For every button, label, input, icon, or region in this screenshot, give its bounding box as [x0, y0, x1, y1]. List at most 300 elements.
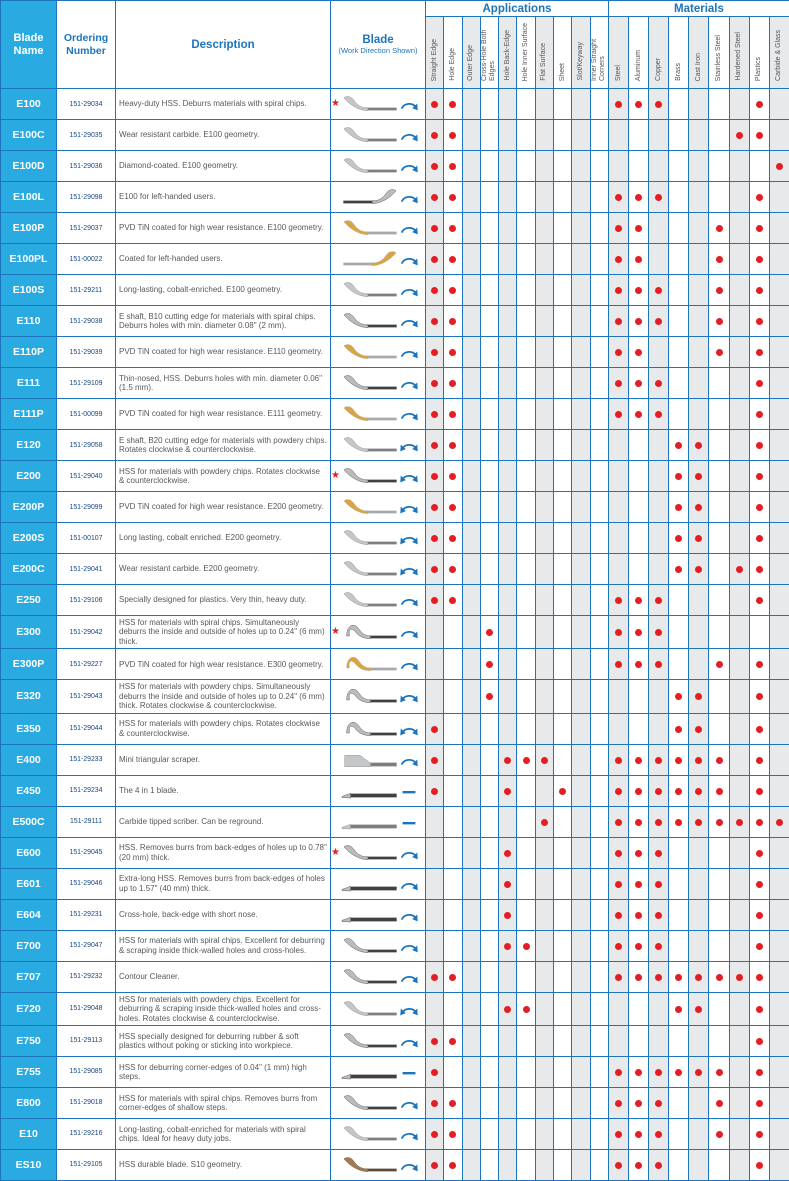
- blade-image: [340, 527, 400, 549]
- blade-name-cell: E755: [1, 1056, 57, 1087]
- material-cell: [769, 151, 789, 182]
- material-cell: [749, 868, 769, 899]
- col-header-blade: [331, 1, 426, 89]
- material-cell: [769, 1087, 789, 1118]
- suitability-dot: [736, 132, 743, 139]
- description-cell: HSS for deburring corner-edges of 0.04" (1 mm) high steps.: [116, 1056, 331, 1087]
- suitability-dot: [449, 411, 456, 418]
- application-cell: [535, 1118, 553, 1149]
- material-cell: [709, 213, 729, 244]
- suitability-dot: [675, 974, 682, 981]
- material-cell: [729, 492, 749, 523]
- application-cell: [499, 868, 517, 899]
- material-cell: [729, 680, 749, 713]
- application-cell: [554, 992, 572, 1025]
- material-cell: [689, 1149, 709, 1180]
- application-cell: [462, 430, 480, 461]
- suitability-dot: [449, 473, 456, 480]
- application-cell: [554, 275, 572, 306]
- suitability-dot: [655, 881, 662, 888]
- application-cell: [517, 368, 535, 399]
- material-column-header: [649, 17, 669, 89]
- blade-image: [340, 403, 400, 425]
- material-cell: [729, 182, 749, 213]
- blade-image-cell: [331, 806, 426, 837]
- suitability-dot: [449, 566, 456, 573]
- suitability-dot: [431, 1100, 438, 1107]
- material-cell: [669, 492, 689, 523]
- suitability-dot: [675, 757, 682, 764]
- material-cell: [669, 868, 689, 899]
- suitability-dot: [523, 943, 530, 950]
- description-cell: Long lasting, cobalt enriched. E200 geometry.: [116, 523, 331, 554]
- material-column-header: [709, 17, 729, 89]
- application-cell: [499, 368, 517, 399]
- application-cell: [480, 151, 498, 182]
- material-cell: [749, 120, 769, 151]
- material-cell: [749, 961, 769, 992]
- blade-image-cell: [331, 868, 426, 899]
- material-cell: [729, 899, 749, 930]
- application-cell: [426, 837, 444, 868]
- suitability-dot: [695, 757, 702, 764]
- material-cell: [709, 399, 729, 430]
- suitability-dot: [635, 1100, 642, 1107]
- description-cell: Long-lasting, cobalt-enriched. E100 geometry.: [116, 275, 331, 306]
- application-cell: [499, 1118, 517, 1149]
- material-cell: [629, 151, 649, 182]
- application-cell: [499, 182, 517, 213]
- application-cell: [535, 806, 553, 837]
- application-cell: [499, 585, 517, 616]
- table-row: [1, 868, 789, 899]
- application-cell: [499, 523, 517, 554]
- material-cell: [669, 1025, 689, 1056]
- material-cell: [709, 930, 729, 961]
- application-cell: [590, 837, 608, 868]
- application-cell: [426, 523, 444, 554]
- suitability-dot: [504, 788, 511, 795]
- application-cell: [535, 244, 553, 275]
- material-cell: [729, 930, 749, 961]
- application-cell: [535, 868, 553, 899]
- ordering-number-cell: 151-00107: [57, 523, 116, 554]
- application-cell: [499, 961, 517, 992]
- material-cell: [769, 616, 789, 649]
- suitability-dot: [655, 819, 662, 826]
- table-row: [1, 89, 789, 120]
- application-cell: [499, 306, 517, 337]
- suitability-dot: [635, 287, 642, 294]
- blade-image: [340, 93, 400, 115]
- application-cell: [535, 430, 553, 461]
- material-cell: [729, 1118, 749, 1149]
- application-cell: [462, 775, 480, 806]
- application-cell: [462, 899, 480, 930]
- description-cell: Mini triangular scraper.: [116, 744, 331, 775]
- application-cell: [554, 930, 572, 961]
- description-cell: PVD TiN coated for high wear resistance. E110 geometry.: [116, 337, 331, 368]
- material-cell: [709, 680, 729, 713]
- new-star-icon: ★: [331, 848, 340, 858]
- table-row: [1, 585, 789, 616]
- material-cell: [649, 523, 669, 554]
- material-cell: [649, 899, 669, 930]
- suitability-dot: [756, 225, 763, 232]
- material-cell: [649, 399, 669, 430]
- suitability-dot: [431, 318, 438, 325]
- application-cell: [480, 337, 498, 368]
- blade-name-cell: E100D: [1, 151, 57, 182]
- table-row: [1, 806, 789, 837]
- application-column-label: Hole Inner Surface: [522, 23, 530, 81]
- blade-image-cell: [331, 744, 426, 775]
- application-cell: [426, 1149, 444, 1180]
- description-cell: HSS. Removes burrs from back-edges of holes up to 0.78" (20 mm) thick.: [116, 837, 331, 868]
- application-cell: [499, 430, 517, 461]
- application-cell: [499, 337, 517, 368]
- suitability-dot: [695, 693, 702, 700]
- application-cell: [480, 1149, 498, 1180]
- table-row: [1, 1056, 789, 1087]
- suitability-dot: [615, 881, 622, 888]
- material-cell: [709, 1087, 729, 1118]
- suitability-dot: [615, 287, 622, 294]
- suitability-dot: [615, 850, 622, 857]
- suitability-dot: [431, 442, 438, 449]
- application-cell: [590, 1149, 608, 1180]
- material-cell: [669, 1087, 689, 1118]
- blade-name-cell: E200: [1, 461, 57, 492]
- application-cell: [535, 151, 553, 182]
- col-header-description: Description: [116, 1, 331, 89]
- application-cell: [572, 868, 590, 899]
- material-cell: [608, 1087, 628, 1118]
- suitability-dot: [635, 757, 642, 764]
- material-cell: [769, 1025, 789, 1056]
- application-cell: [572, 775, 590, 806]
- application-cell: [590, 182, 608, 213]
- application-cell: [590, 868, 608, 899]
- application-cell: [462, 806, 480, 837]
- material-cell: [629, 461, 649, 492]
- application-cell: [572, 306, 590, 337]
- material-cell: [709, 616, 729, 649]
- suitability-dot: [716, 287, 723, 294]
- suitability-dot: [615, 912, 622, 919]
- application-cell: [517, 337, 535, 368]
- suitability-dot: [635, 629, 642, 636]
- application-cell: [480, 244, 498, 275]
- application-cell: [462, 306, 480, 337]
- blade-image-cell: [331, 899, 426, 930]
- application-cell: [480, 430, 498, 461]
- application-cell: [499, 713, 517, 744]
- suitability-dot: [756, 194, 763, 201]
- application-cell: [426, 899, 444, 930]
- blade-name-cell: E320: [1, 680, 57, 713]
- material-cell: [729, 775, 749, 806]
- suitability-dot: [431, 504, 438, 511]
- application-cell: [480, 961, 498, 992]
- suitability-dot: [431, 1069, 438, 1076]
- material-cell: [689, 837, 709, 868]
- material-cell: [608, 120, 628, 151]
- application-cell: [590, 492, 608, 523]
- application-cell: [554, 1087, 572, 1118]
- blade-name-cell: E200C: [1, 554, 57, 585]
- description-cell: The 4 in 1 blade.: [116, 775, 331, 806]
- material-cell: [709, 649, 729, 680]
- application-cell: [499, 899, 517, 930]
- description-cell: PVD TiN coated for high wear resistance. E200 geometry.: [116, 492, 331, 523]
- application-cell: [444, 120, 462, 151]
- application-cell: [444, 868, 462, 899]
- material-cell: [629, 492, 649, 523]
- application-cell: [480, 554, 498, 585]
- material-cell: [669, 368, 689, 399]
- material-cell: [649, 275, 669, 306]
- table-row: [1, 1149, 789, 1180]
- suitability-dot: [675, 1069, 682, 1076]
- application-cell: [517, 182, 535, 213]
- work-direction-arrow-icon: [398, 876, 420, 892]
- material-cell: [689, 275, 709, 306]
- suitability-dot: [486, 693, 493, 700]
- suitability-dot: [756, 974, 763, 981]
- suitability-dot: [756, 757, 763, 764]
- material-cell: [729, 399, 749, 430]
- material-cell: [709, 368, 729, 399]
- material-cell: [669, 399, 689, 430]
- application-cell: [444, 492, 462, 523]
- material-cell: [729, 213, 749, 244]
- material-cell: [689, 430, 709, 461]
- application-cell: [426, 120, 444, 151]
- work-direction-arrow-icon: [398, 251, 420, 267]
- material-cell: [709, 1056, 729, 1087]
- material-cell: [608, 1149, 628, 1180]
- suitability-dot: [449, 535, 456, 542]
- blade-image: [340, 155, 400, 177]
- material-cell: [689, 775, 709, 806]
- material-cell: [769, 1118, 789, 1149]
- suitability-dot: [504, 912, 511, 919]
- application-column-label: Cross-Hole Both Edges: [481, 17, 497, 81]
- suitability-dot: [736, 566, 743, 573]
- suitability-dot: [716, 1131, 723, 1138]
- application-cell: [480, 899, 498, 930]
- work-direction-arrow-icon: [398, 969, 420, 985]
- application-cell: [572, 213, 590, 244]
- material-cell: [629, 961, 649, 992]
- blade-image: [340, 465, 400, 487]
- suitability-dot: [615, 318, 622, 325]
- application-cell: [517, 492, 535, 523]
- material-cell: [629, 1025, 649, 1056]
- material-cell: [649, 244, 669, 275]
- suitability-dot: [756, 1162, 763, 1169]
- suitability-dot: [635, 194, 642, 201]
- blade-image: [340, 780, 400, 802]
- suitability-dot: [655, 194, 662, 201]
- suitability-dot: [431, 535, 438, 542]
- suitability-dot: [615, 194, 622, 201]
- suitability-dot: [756, 349, 763, 356]
- application-cell: [444, 554, 462, 585]
- blade-image-cell: [331, 306, 426, 337]
- table-row: [1, 399, 789, 430]
- blade-name-cell: E110P: [1, 337, 57, 368]
- blade-image-cell: [331, 461, 426, 492]
- application-cell: [572, 461, 590, 492]
- ordering-number-cell: 151-29234: [57, 775, 116, 806]
- work-direction-arrow-icon: [398, 1157, 420, 1173]
- application-cell: [554, 368, 572, 399]
- description-cell: E100 for left-handed users.: [116, 182, 331, 213]
- application-cell: [426, 744, 444, 775]
- material-cell: [608, 182, 628, 213]
- suitability-dot: [695, 819, 702, 826]
- material-cell: [669, 992, 689, 1025]
- material-cell: [608, 554, 628, 585]
- application-cell: [535, 837, 553, 868]
- suitability-dot: [716, 661, 723, 668]
- application-cell: [499, 120, 517, 151]
- application-cell: [462, 680, 480, 713]
- ordering-number-cell: 151-29109: [57, 368, 116, 399]
- material-cell: [649, 649, 669, 680]
- material-cell: [729, 120, 749, 151]
- material-cell: [689, 244, 709, 275]
- material-cell: [608, 430, 628, 461]
- application-cell: [517, 585, 535, 616]
- group-header-materials: Materials: [608, 1, 789, 17]
- application-cell: [590, 89, 608, 120]
- material-cell: [689, 744, 709, 775]
- material-cell: [689, 120, 709, 151]
- suitability-dot: [559, 788, 566, 795]
- suitability-dot: [675, 535, 682, 542]
- application-cell: [554, 806, 572, 837]
- suitability-dot: [635, 850, 642, 857]
- material-cell: [729, 992, 749, 1025]
- material-cell: [629, 806, 649, 837]
- application-cell: [572, 399, 590, 430]
- application-cell: [462, 275, 480, 306]
- suitability-dot: [431, 287, 438, 294]
- ordering-number-cell: 151-29233: [57, 744, 116, 775]
- application-cell: [535, 992, 553, 1025]
- application-cell: [499, 275, 517, 306]
- suitability-dot: [756, 380, 763, 387]
- material-column-header: [629, 17, 649, 89]
- application-cell: [590, 806, 608, 837]
- straight-direction-dash-icon: [398, 783, 420, 799]
- suitability-dot: [449, 597, 456, 604]
- work-direction-arrow-icon: [398, 1095, 420, 1111]
- material-cell: [729, 430, 749, 461]
- application-cell: [480, 837, 498, 868]
- material-cell: [749, 899, 769, 930]
- material-cell: [769, 775, 789, 806]
- application-cell: [444, 1087, 462, 1118]
- table-row: [1, 744, 789, 775]
- suitability-dot: [675, 504, 682, 511]
- blade-name-cell: E750: [1, 1025, 57, 1056]
- rotation-both-directions-arrow-icon: [398, 499, 420, 515]
- material-cell: [608, 649, 628, 680]
- suitability-dot: [615, 943, 622, 950]
- material-cell: [709, 806, 729, 837]
- ordering-number-cell: 151-29111: [57, 806, 116, 837]
- material-cell: [669, 680, 689, 713]
- material-column-label: Stainless Steel: [715, 35, 723, 81]
- application-cell: [590, 992, 608, 1025]
- suitability-dot: [756, 1069, 763, 1076]
- application-cell: [462, 213, 480, 244]
- suitability-dot: [635, 881, 642, 888]
- application-cell: [480, 368, 498, 399]
- ordering-number-cell: 151-29040: [57, 461, 116, 492]
- material-cell: [649, 713, 669, 744]
- table-row: [1, 680, 789, 713]
- application-cell: [535, 399, 553, 430]
- material-cell: [669, 930, 689, 961]
- description-cell: Contour Cleaner.: [116, 961, 331, 992]
- application-cell: [444, 151, 462, 182]
- suitability-dot: [655, 1131, 662, 1138]
- material-cell: [729, 649, 749, 680]
- blade-image: [340, 904, 400, 926]
- suitability-dot: [541, 819, 548, 826]
- material-cell: [689, 1056, 709, 1087]
- application-cell: [590, 616, 608, 649]
- suitability-dot: [716, 819, 723, 826]
- suitability-dot: [695, 504, 702, 511]
- material-cell: [769, 837, 789, 868]
- work-direction-arrow-icon: [398, 1033, 420, 1049]
- suitability-dot: [615, 101, 622, 108]
- material-cell: [649, 89, 669, 120]
- material-cell: [689, 585, 709, 616]
- application-cell: [517, 680, 535, 713]
- ordering-number-cell: 151-29045: [57, 837, 116, 868]
- new-star-icon: ★: [331, 471, 340, 481]
- application-cell: [517, 275, 535, 306]
- work-direction-arrow-icon: [398, 592, 420, 608]
- table-row: [1, 837, 789, 868]
- table-row: [1, 120, 789, 151]
- suitability-dot: [756, 318, 763, 325]
- blade-image-cell: [331, 399, 426, 430]
- application-cell: [572, 992, 590, 1025]
- application-cell: [535, 680, 553, 713]
- suitability-dot: [431, 256, 438, 263]
- blade-name-cell: E800: [1, 1087, 57, 1118]
- suitability-dot: [615, 629, 622, 636]
- description-cell: Specially designed for plastics. Very thin, heavy duty.: [116, 585, 331, 616]
- application-cell: [480, 399, 498, 430]
- material-cell: [669, 899, 689, 930]
- application-cell: [480, 775, 498, 806]
- blade-header-title: Blade: [331, 34, 425, 46]
- material-cell: [629, 275, 649, 306]
- material-cell: [629, 744, 649, 775]
- material-cell: [629, 1087, 649, 1118]
- description-cell: HSS for materials with powdery chips. Excellent for deburring & scraping inside thick-walled holes and cross-holes. Rotates clockwise & counterclockwise.: [116, 992, 331, 1025]
- application-cell: [444, 337, 462, 368]
